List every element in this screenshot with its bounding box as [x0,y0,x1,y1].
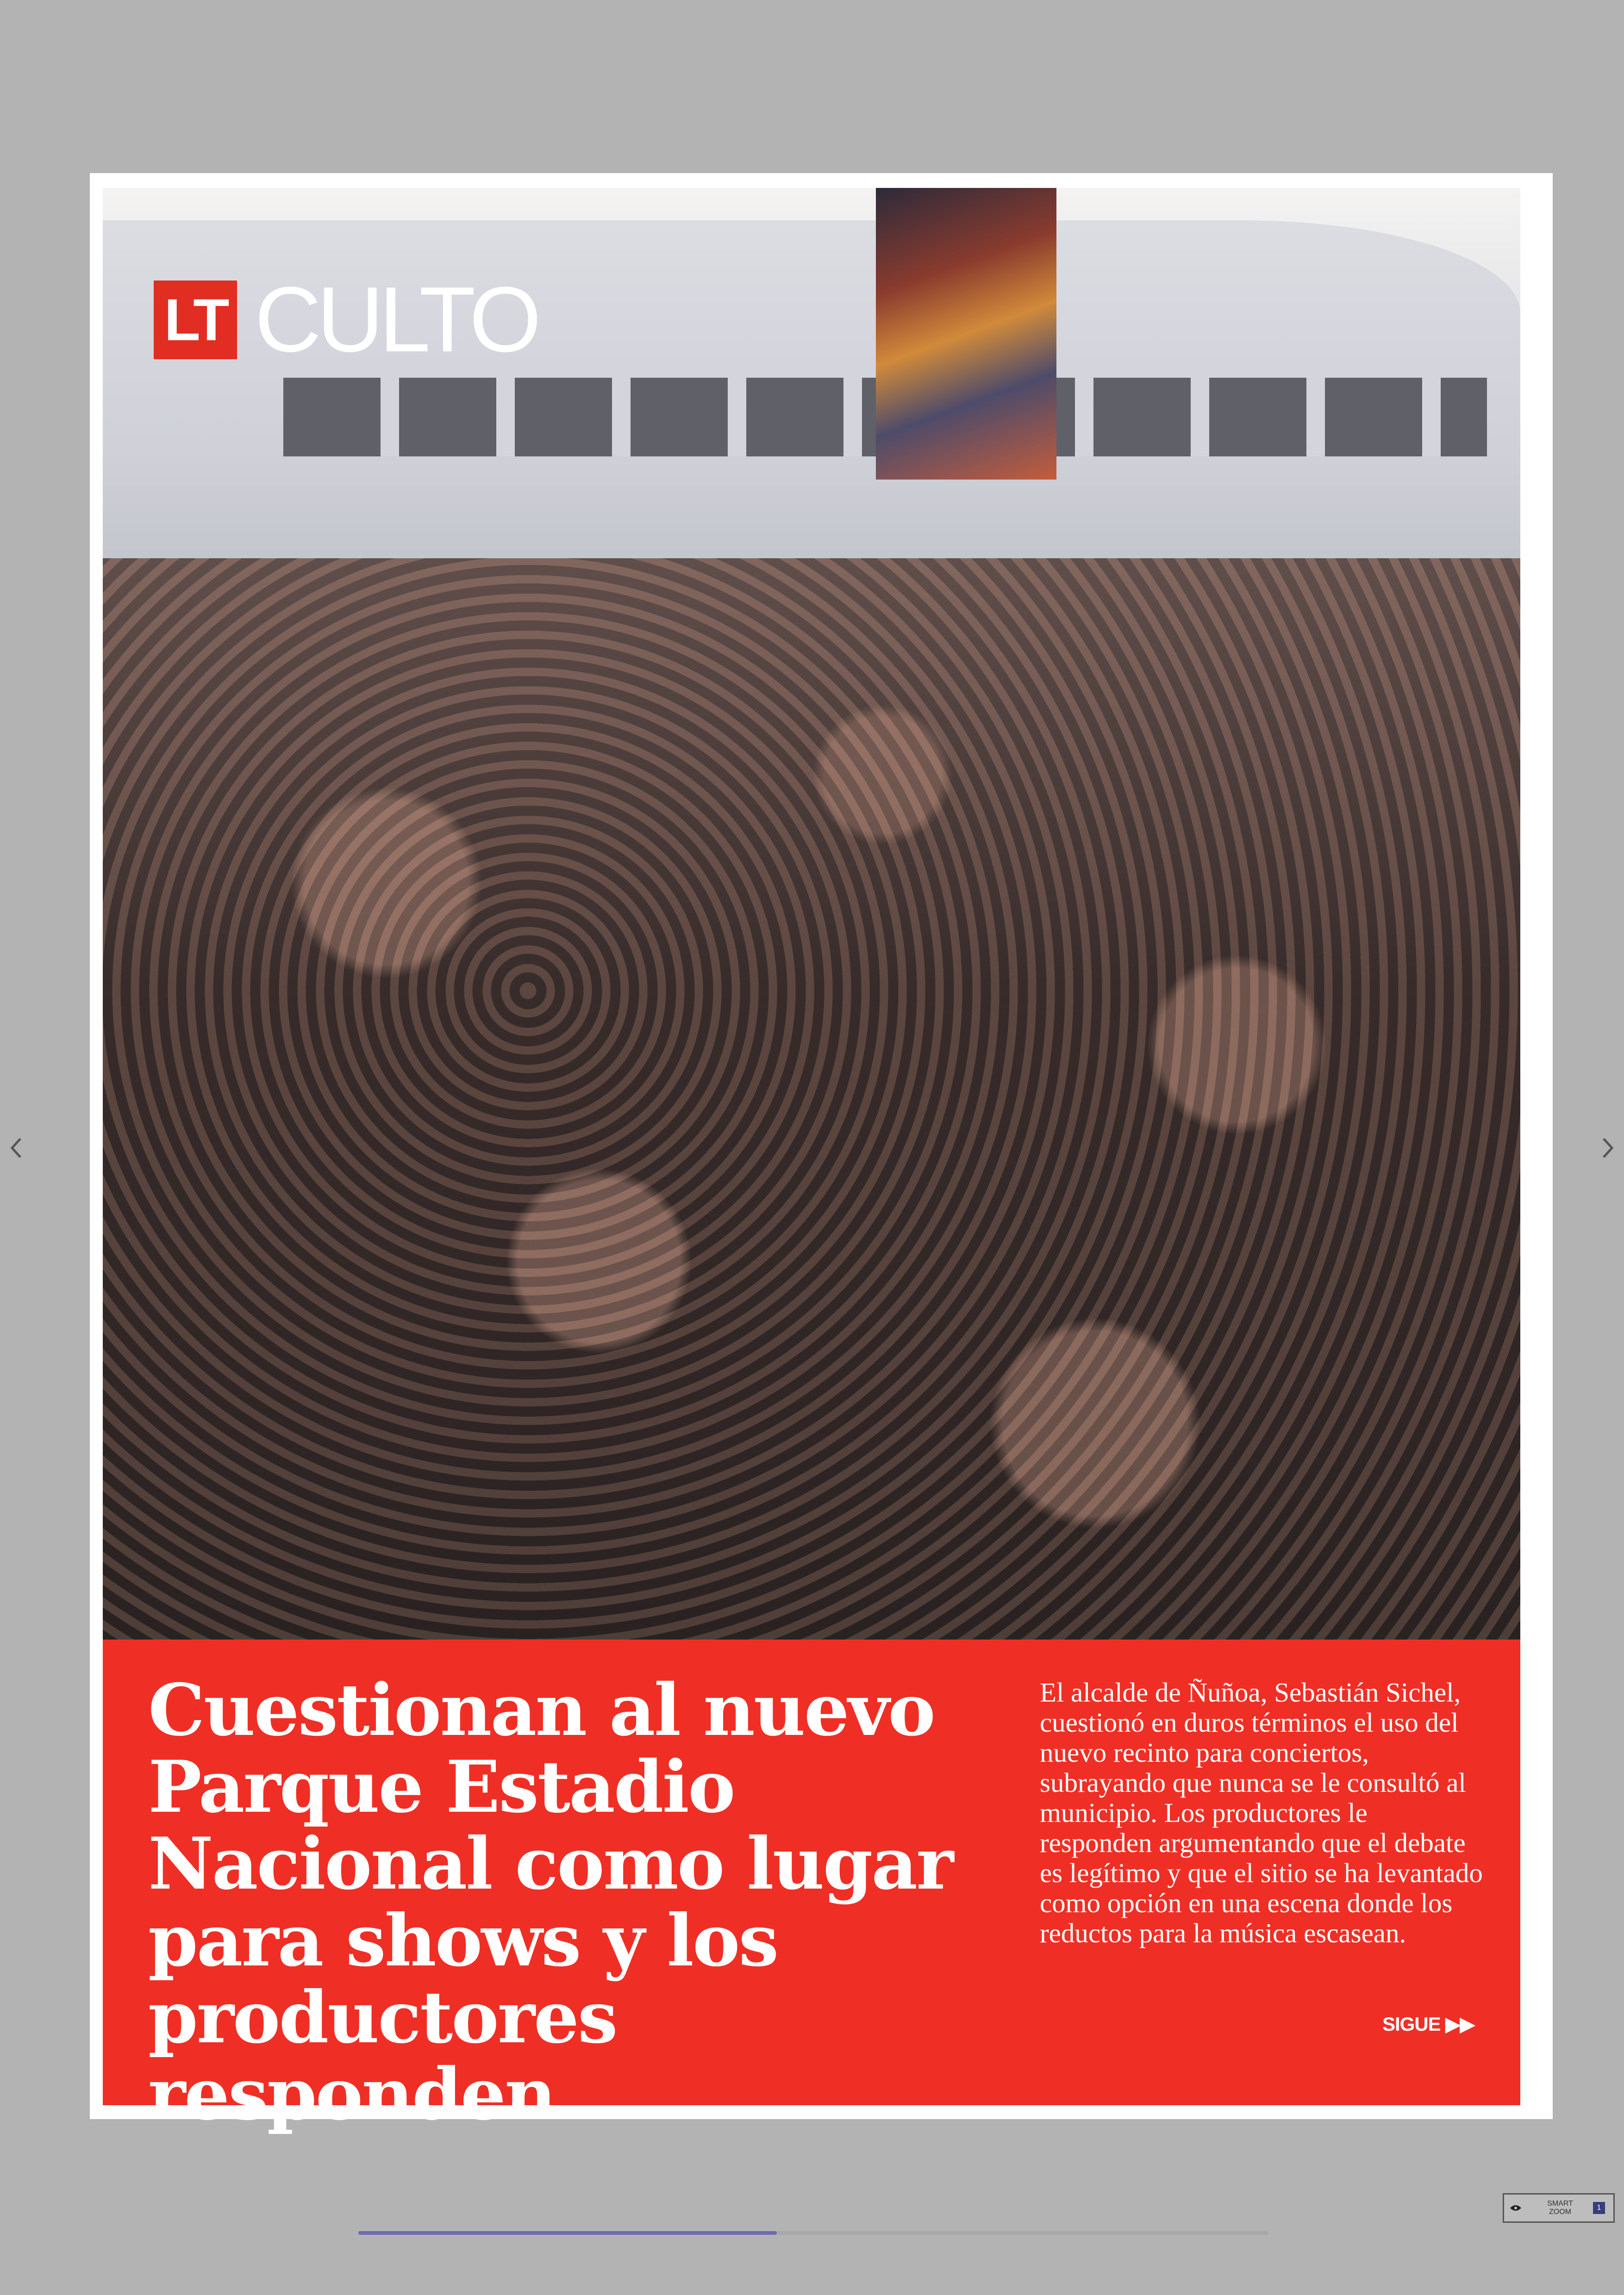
next-page-button[interactable] [1593,1129,1621,1166]
smart-zoom-control[interactable] [1503,2193,1615,2223]
article-summary: El alcalde de Ñuñoa, Sebastián Sichel, cuestionó en duros términos el uso del nuevo recinto para conciertos, subrayando que nunca se le consultó al municipio. Los productores le responden argumentando que el debate es legítimo y que el sitio se ha levantado como opción en una escena donde los reductos para la música escasean. [1040,1677,1483,1948]
photo-mural [876,188,1056,480]
masthead-logo [154,268,537,371]
prev-page-button[interactable] [3,1129,31,1166]
headline-panel [103,1640,1520,2136]
page-progress-fill [358,2231,777,2235]
article-headline: Cuestionan al nuevo Parque Estadio Nacional como lugar para shows y los productores responden [148,1668,953,2136]
chevron-left-icon [7,1134,26,1162]
smart-zoom-button[interactable]: 1 [1593,2202,1605,2214]
smart-zoom-label [1527,2200,1593,2216]
lt-logo: LT [154,281,237,359]
photo-crowd-texture [103,558,1520,1640]
smart-zoom-label-line1: SMART [1547,2200,1573,2208]
magazine-page[interactable] [90,173,1553,2136]
cover-photo [103,188,1520,1640]
smart-zoom-label-line2: ZOOM [1549,2208,1571,2216]
page-progress-bar[interactable] [358,2231,1268,2235]
section-name: CULTO [255,268,537,371]
continue-link[interactable]: SIGUE ▶▶ [1382,2013,1474,2035]
chevron-right-icon [1598,1134,1617,1162]
eye-icon [1504,2204,1527,2212]
